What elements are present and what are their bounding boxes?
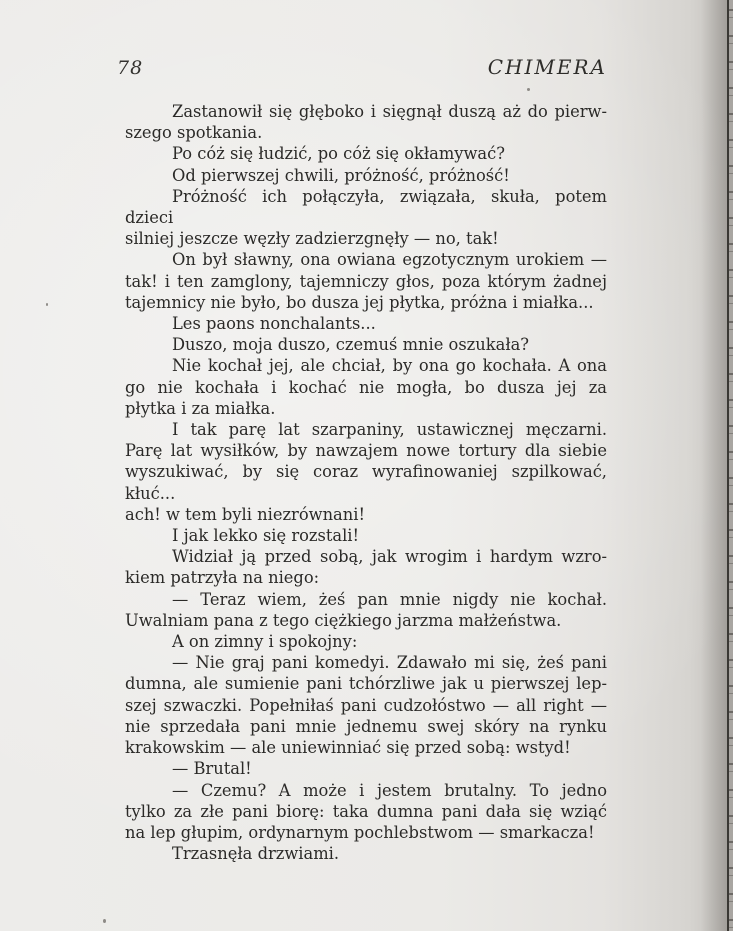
text-line: Uwalniam pana z tego ciężkiego jarzma małżeństwa.	[125, 610, 562, 630]
page-curl-shadow	[701, 0, 727, 931]
page-number: 78	[117, 57, 144, 79]
text-line: Parę lat wysiłków, by nawzajem nowe tortury dla siebie	[125, 441, 607, 461]
text-line: Po cóż się łudzić, po cóż się okłamywać?	[172, 144, 505, 164]
text-line: płytka i za miałka.	[125, 398, 276, 418]
text-line: Les paons nonchalants...	[172, 314, 376, 334]
text-line: Trzasnęła drzwiami.	[172, 844, 340, 864]
text-line: — Nie graj pani komedyi. Zdawało mi się, żeś pani	[172, 653, 607, 673]
text-line: I tak parę lat szarpaniny, ustawicznej męczarni.	[172, 420, 607, 440]
text-line: tajemnicy nie było, bo dusza jej płytka, próżna i miałka...	[125, 292, 594, 312]
text-line: Widział ją przed sobą, jak wrogim i hardym wzro-	[172, 547, 607, 567]
text-line: — Teraz wiem, żeś pan mnie nigdy nie kochał.	[172, 589, 607, 609]
text-line: silniej jeszcze węzły zadzierzgnęły — no, tak!	[125, 229, 499, 249]
text-line: Od pierwszej chwili, próżność, próżność!	[172, 165, 510, 185]
text-line: — Brutal!	[172, 759, 252, 779]
text-line: tak! i ten zamglony, tajemniczy głos, poza którym żadnej	[125, 271, 607, 291]
text-line: nie sprzedała pani mnie jednemu swej skóry na rynku	[125, 716, 607, 736]
adjacent-page-strip	[729, 0, 733, 931]
text-line: — Czemu? A może i jestem brutalny. To jedno	[172, 780, 607, 800]
text-line: go nie kochała i kochać nie mogła, bo dusza jej za	[125, 377, 607, 397]
running-header	[117, 55, 607, 83]
text-line: krakowskim — ale uniewinniać się przed sobą: wstyd!	[125, 738, 571, 758]
text-line: A on zimny i spokojny:	[172, 632, 358, 652]
text-line: dumna, ale sumienie pani tchórzliwe jak u pierwszej lep-	[125, 674, 607, 694]
text-line: wyszukiwać, by się coraz wyrafinowaniej szpilkować, kłuć...	[125, 462, 607, 503]
journal-title: CHIMERA	[487, 55, 607, 79]
text-line: szego spotkania.	[125, 123, 263, 143]
text-line: Zastanowił się głęboko i sięgnął duszą aż do pierw-	[172, 102, 607, 121]
text-line: Nie kochał jej, ale chciał, by ona go kochała. A ona	[172, 356, 607, 376]
scan-speck	[527, 88, 530, 91]
text-line: Duszo, moja duszo, czemuś mnie oszukała?	[172, 335, 530, 355]
text-line: Próżność ich połączyła, związała, skuła, potem dzieci	[125, 186, 607, 228]
text-line: na lep głupim, ordynarnym pochlebstwom — smarkacza!	[125, 822, 595, 842]
scan-speck	[46, 303, 48, 306]
text-line: kiem patrzyła na niego:	[125, 568, 320, 588]
text-line: On był sławny, ona owiana egzotycznym urokiem —	[172, 250, 607, 270]
text-line: tylko za złe pani biorę: taka dumna pani dała się wziąć	[125, 801, 607, 821]
text-line: ach! w tem byli niezrównani!	[125, 504, 365, 524]
text-line: szej szwaczki. Popełniłaś pani cudzołóstwo — all right —	[125, 695, 607, 715]
text-line: I jak lekko się rozstali!	[172, 526, 360, 546]
scan-speck	[103, 919, 106, 923]
body-text	[125, 101, 607, 864]
